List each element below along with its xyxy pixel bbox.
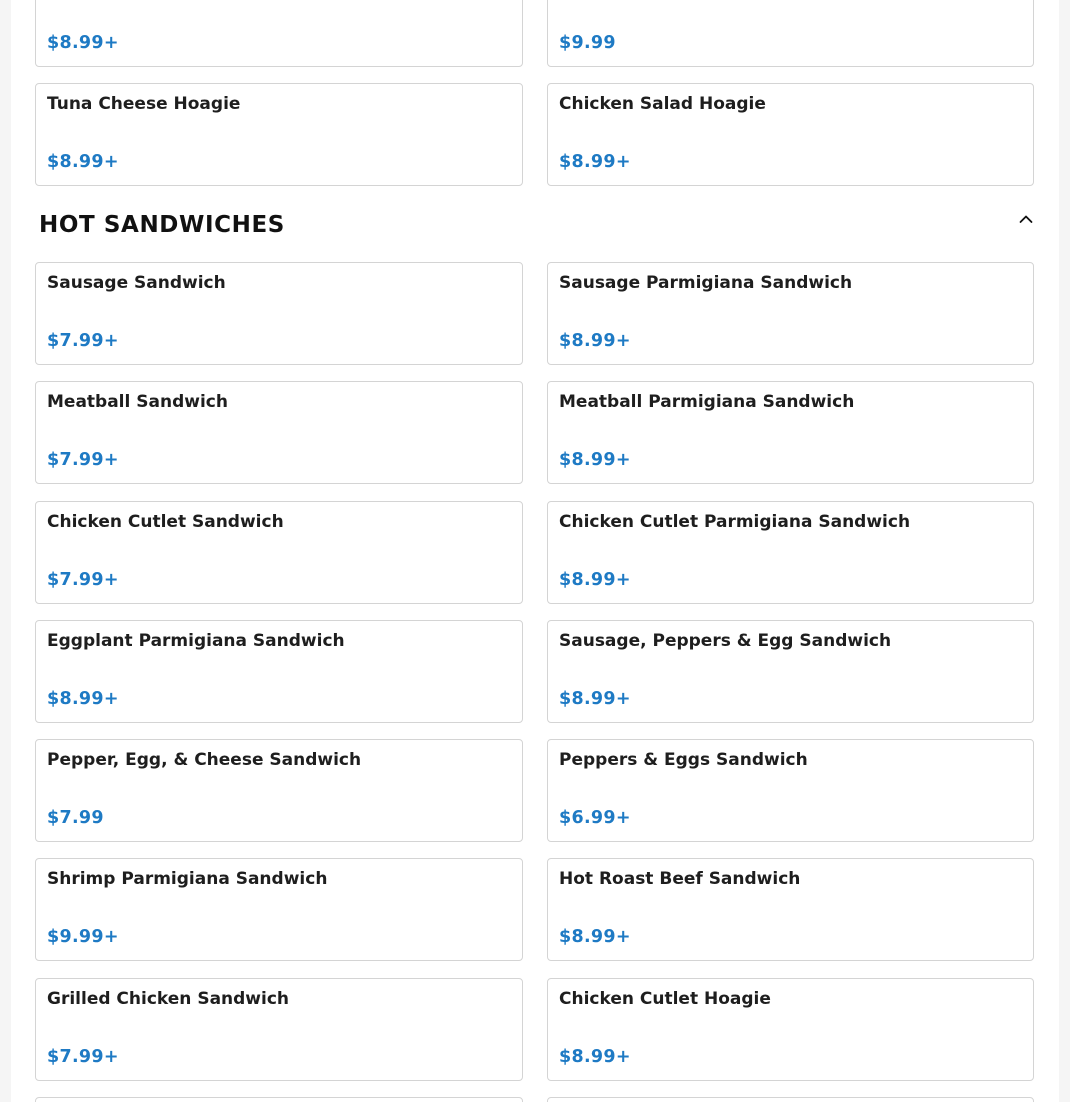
menu-item-name: Sausage Sandwich bbox=[47, 273, 226, 293]
menu-item-card[interactable] bbox=[35, 262, 523, 365]
menu-item-name: Chicken Cutlet Hoagie bbox=[559, 988, 771, 1009]
section-title: HOT SANDWICHES bbox=[39, 212, 285, 238]
menu-item-price: $8.99+ bbox=[47, 152, 119, 172]
menu-item-name: Sausage, Peppers & Egg Sandwich bbox=[559, 630, 892, 651]
menu-item-card[interactable] bbox=[35, 83, 523, 186]
menu-item-name: Chicken Cutlet Parmigiana Sandwich bbox=[559, 511, 911, 532]
menu-item-card[interactable] bbox=[35, 501, 523, 604]
menu-item-price: $6.99+ bbox=[559, 808, 631, 829]
menu-item-card[interactable] bbox=[547, 83, 1034, 186]
menu-item-price: $8.99+ bbox=[559, 927, 631, 948]
menu-item-name: Eggplant Parmigiana Sandwich bbox=[47, 630, 345, 651]
menu-item-price: $8.99+ bbox=[559, 569, 631, 590]
menu-item-card[interactable] bbox=[35, 1097, 523, 1102]
menu-item-card[interactable] bbox=[35, 739, 523, 842]
menu-item-price: $8.99+ bbox=[559, 1046, 631, 1067]
menu-item-name: Chicken Cutlet Sandwich bbox=[47, 511, 284, 532]
chevron-up-icon[interactable] bbox=[1018, 211, 1034, 227]
menu-item-name: Shrimp Parmigiana Sandwich bbox=[47, 869, 328, 890]
menu-item-price: $7.99+ bbox=[47, 331, 119, 351]
menu-item-price: $9.99 bbox=[559, 33, 616, 53]
menu-item-price: $8.99+ bbox=[559, 152, 631, 172]
menu-item-price: $8.99+ bbox=[47, 33, 119, 53]
menu-item-card[interactable] bbox=[35, 858, 523, 961]
menu-item-card[interactable] bbox=[35, 0, 523, 67]
menu-item-card[interactable] bbox=[35, 620, 523, 723]
menu-item-card[interactable] bbox=[35, 381, 523, 484]
menu-item-card[interactable] bbox=[547, 620, 1034, 723]
section-header-hot-sandwiches[interactable] bbox=[35, 203, 1034, 249]
menu-item-card[interactable] bbox=[547, 262, 1034, 365]
menu-item-name: Pepper, Egg, & Cheese Sandwich bbox=[47, 750, 362, 771]
menu-item-name: Meatball Parmigiana Sandwich bbox=[559, 392, 855, 413]
menu-item-name: Peppers & Eggs Sandwich bbox=[559, 750, 808, 771]
hot-sandwiches-grid bbox=[35, 262, 1034, 1102]
menu-item-price: $8.99+ bbox=[47, 688, 119, 709]
menu-item-name: Hot Roast Beef Sandwich bbox=[559, 869, 801, 890]
menu-item-card[interactable] bbox=[547, 858, 1034, 961]
menu-item-name: Meatball Sandwich bbox=[47, 392, 228, 413]
menu-item-name: Sausage Parmigiana Sandwich bbox=[559, 273, 853, 293]
menu-item-price: $7.99+ bbox=[47, 569, 119, 590]
menu-item-name: Grilled Chicken Sandwich bbox=[47, 988, 290, 1009]
menu-item-price: $7.99+ bbox=[47, 1046, 119, 1067]
menu-page bbox=[11, 0, 1059, 1102]
menu-item-price: $8.99+ bbox=[559, 450, 631, 471]
menu-item-price: $7.99 bbox=[47, 808, 104, 829]
menu-item-card[interactable] bbox=[35, 978, 523, 1081]
menu-item-card[interactable] bbox=[547, 501, 1034, 604]
menu-item-price: $8.99+ bbox=[559, 688, 631, 709]
menu-item-card[interactable] bbox=[547, 0, 1034, 67]
menu-item-card[interactable] bbox=[547, 978, 1034, 1081]
menu-item-price: $7.99+ bbox=[47, 450, 119, 471]
menu-item-card[interactable] bbox=[547, 1097, 1034, 1102]
menu-item-card[interactable] bbox=[547, 739, 1034, 842]
menu-item-name: Tuna Cheese Hoagie bbox=[47, 94, 241, 114]
menu-item-card[interactable] bbox=[547, 381, 1034, 484]
previous-section-grid bbox=[35, 0, 1034, 186]
menu-item-name: Chicken Salad Hoagie bbox=[559, 94, 766, 114]
menu-item-price: $9.99+ bbox=[47, 927, 119, 948]
menu-item-price: $8.99+ bbox=[559, 331, 631, 351]
